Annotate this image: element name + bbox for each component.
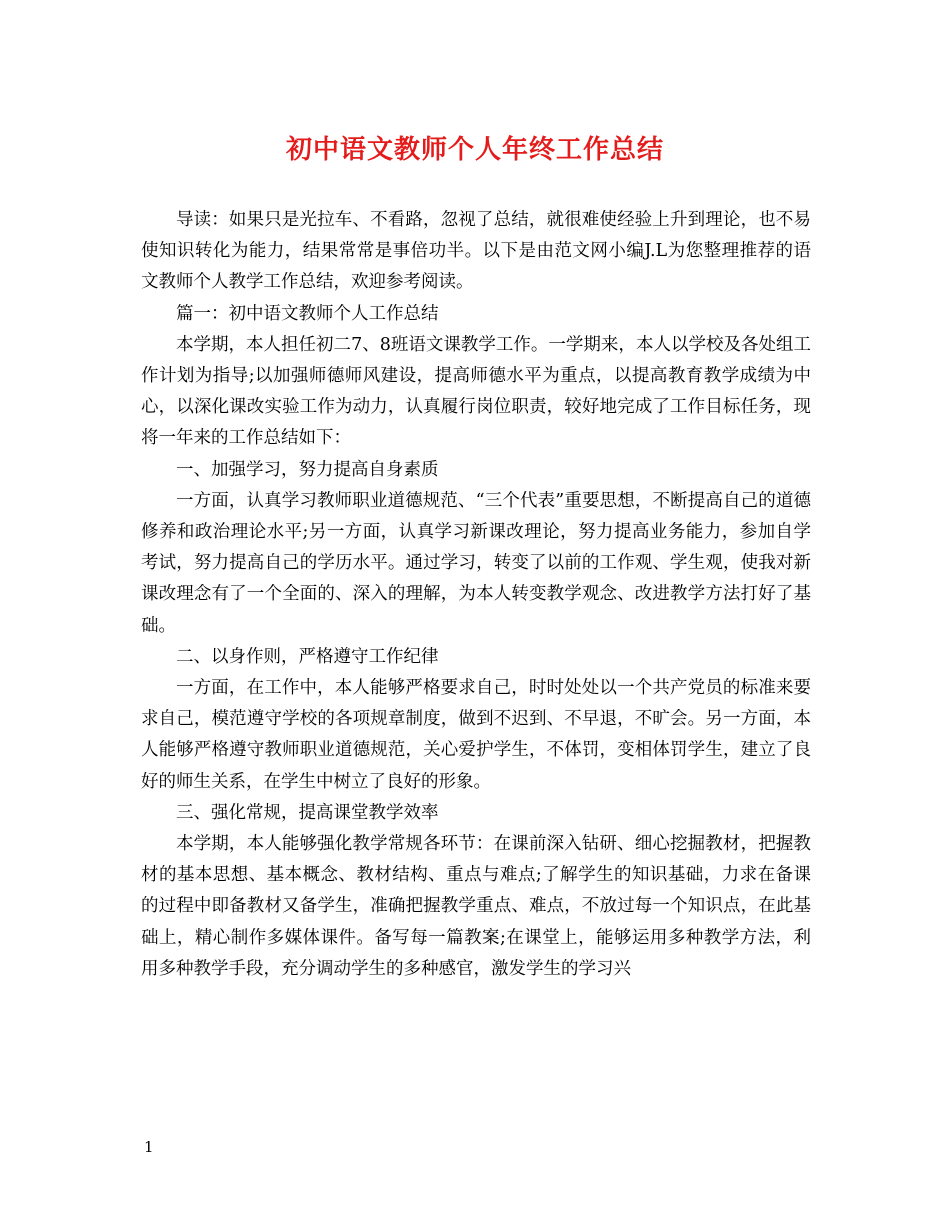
document-body (141, 205, 811, 985)
discipline-paragraph: 一方面，在工作中，本人能够严格要求自己，时时处处以一个共产党员的标准来要求自己，模范遵守学校的各项规章制度，做到不迟到、不早退，不旷会。另一方面，本人能够严格遵守教师职业道德规范，关心爱护学生，不体罚，变相体罚学生，建立了良好的师生关系，在学生中树立了良好的形象。 (141, 678, 811, 792)
overview-paragraph: 本学期，本人担任初二7、8班语文课教学工作。一学期来，本人以学校及各处组工作计划为指导;以加强师德师风建设，提高师德水平为重点，以提高教育教学成绩为中心，以深化课改实验工作为动力，认真履行岗位职责，较好地完成了工作目标任务，现将一年来的工作总结如下： (141, 334, 811, 449)
document-title: 初中语文教师个人年终工作总结 (285, 135, 664, 165)
section-heading-classroom: 三、强化常规，提高课堂教学效率 (176, 802, 439, 823)
intro-paragraph: 导读：如果只是光拉车、不看路，忽视了总结，就很难使经验上升到理论，也不易使知识转化为能力，结果常常是事倍功半。以下是由范文网小编J.L为您整理推荐的语文教师个人教学工作总结，欢迎参考阅读。 (141, 210, 811, 293)
classroom-paragraph: 本学期，本人能够强化教学常规各环节：在课前深入钻研、细心挖掘教材，把握教材的基本思想、基本概念、教材结构、重点与难点;了解学生的知识基础，力求在备课的过程中即备教材又备学生，准确把握教学重点、难点，不放过每一个知识点，在此基础上，精心制作多媒体课件。备写每一篇教案;在课堂上，能够运用多种教学方法，利用多种教学手段，充分调动学生的多种感官，激发学生的学习兴 (141, 834, 811, 979)
section-heading-discipline: 二、以身作则，严格遵守工作纪律 (176, 646, 439, 667)
section-heading-part-one: 篇一：初中语文教师个人工作总结 (176, 303, 439, 324)
section-heading-study: 一、加强学习，努力提高自身素质 (176, 459, 439, 480)
study-paragraph: 一方面，认真学习教师职业道德规范、“三个代表”重要思想，不断提高自己的道德修养和政治理论水平;另一方面，认真学习新课改理论，努力提高业务能力，参加自学考试，努力提高自己的学历水平。通过学习，转变了以前的工作观、学生观，使我对新课改理念有了一个全面的、深入的理解，为本人转变教学观念、改进教学方法打好了基础。 (141, 490, 811, 636)
page-number: 1 (144, 1138, 154, 1156)
